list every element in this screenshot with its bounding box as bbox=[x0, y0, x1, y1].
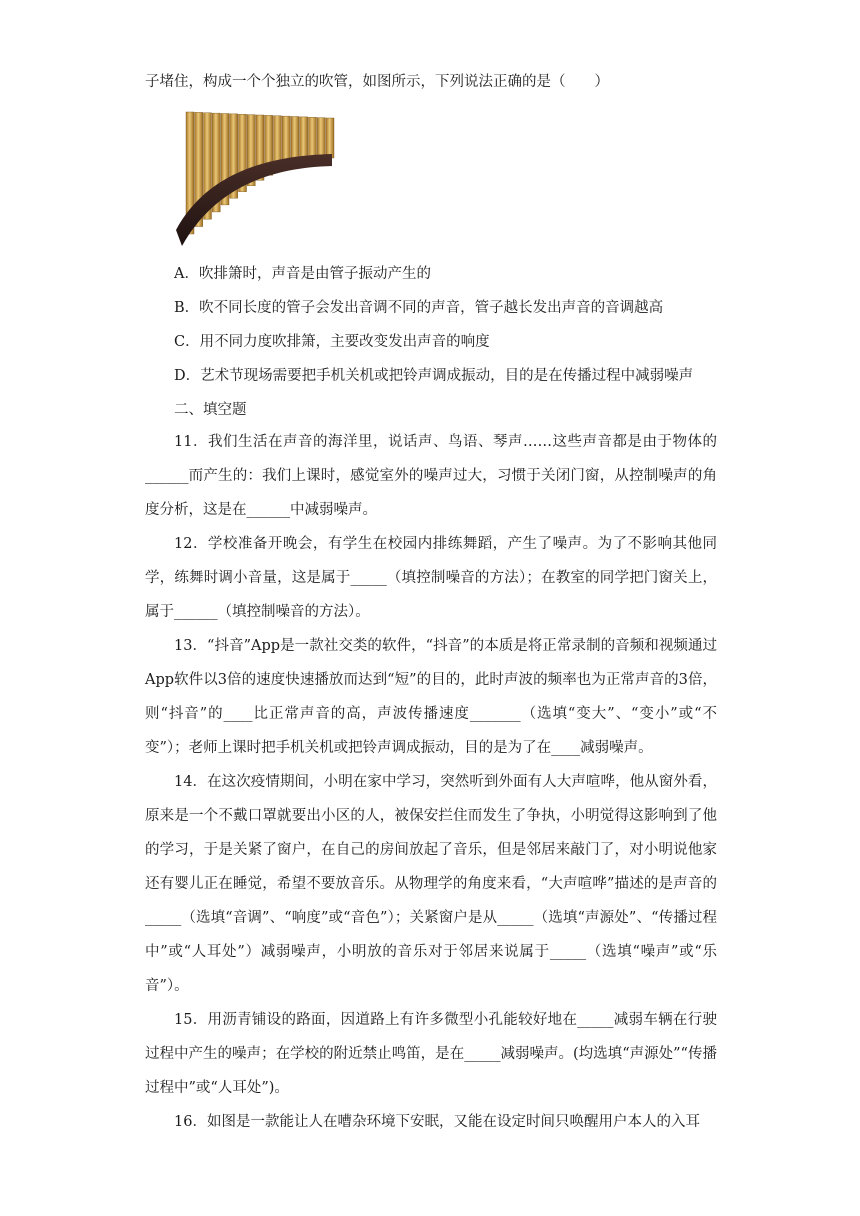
question-11: 11．我们生活在声音的海洋里，说话声、鸟语、琴声……这些声音都是由于物体的______而产生的：我们上课时，感觉室外的噪声过大，习惯于关闭门窗，从控制噪声的角度分析，这是在______中减弱噪声。 bbox=[145, 434, 717, 518]
option-a: A．吹排箫时，声音是由管子振动产生的 bbox=[174, 266, 431, 282]
question-16: 16．如图是一款能让人在嘈杂环境下安眠，又能在设定时间只唤醒用户本人的入耳 bbox=[174, 1114, 700, 1130]
section-title: 二、填空题 bbox=[174, 402, 247, 418]
option-b: B．吹不同长度的管子会发出音调不同的声音，管子越长发出声音的音调越高 bbox=[174, 300, 664, 316]
question-intro-line: 子堵住，构成一个个独立的吹管，如图所示，下列说法正确的是（ ） bbox=[145, 74, 609, 90]
option-d: D．艺术节现场需要把手机关机或把铃声调成振动，目的是在传播过程中减弱噪声 bbox=[174, 368, 694, 384]
question-14: 14．在这次疫情期间，小明在家中学习，突然听到外面有人大声喧哗，他从窗外看，原来是一个不戴口罩就要出小区的人，被保安拦住而发生了争执，小明觉得这影响到了他的学习，于是关紧了窗户，在自己的房间放起了音乐，但是邻居来敲门了，对小明说他家还有婴儿正在睡觉，希望不要放音乐。从物理学的角度来看，“大声喧哗”描述的是声音的_____（选填“音调”、“响度”或“音色”）；关紧窗户是从_____（选填“声源处”、“传播过程中”或“人耳处”）减弱噪声，小明放的音乐对于邻居来说属于_____（选填“噪声”或“乐音”）。 bbox=[145, 774, 717, 994]
option-c: C．用不同力度吹排箫，主要改变发出声音的响度 bbox=[174, 334, 490, 350]
question-12: 12．学校准备开晚会，有学生在校园内排练舞蹈，产生了噪声。为了不影响其他同学，练舞时调小音量，这是属于_____（填控制噪音的方法）；在教室的同学把门窗关上，属于______（填控制噪音的方法）。 bbox=[145, 536, 717, 620]
question-15: 15．用沥青铺设的路面，因道路上有许多微型小孔能较好地在_____减弱车辆在行驶过程中产生的噪声；在学校的附近禁止鸣笛，是在_____减弱噪声。(均选填“声源处”“传播过程中”或“人耳处”)。 bbox=[145, 1012, 717, 1096]
pan-flute-image bbox=[172, 108, 340, 248]
question-13: 13．“抖音”App是一款社交类的软件，“抖音”的本质是将正常录制的音频和视频通过App软件以3倍的速度快速播放而达到“短”的目的，此时声波的频率也为正常声音的3倍，则“抖音”的____比正常声音的高，声波传播速度_______（选填“变大”、“变小”或“不变”）；老师上课时把手机关机或把铃声调成振动，目的是为了在____减弱噪声。 bbox=[145, 638, 717, 756]
